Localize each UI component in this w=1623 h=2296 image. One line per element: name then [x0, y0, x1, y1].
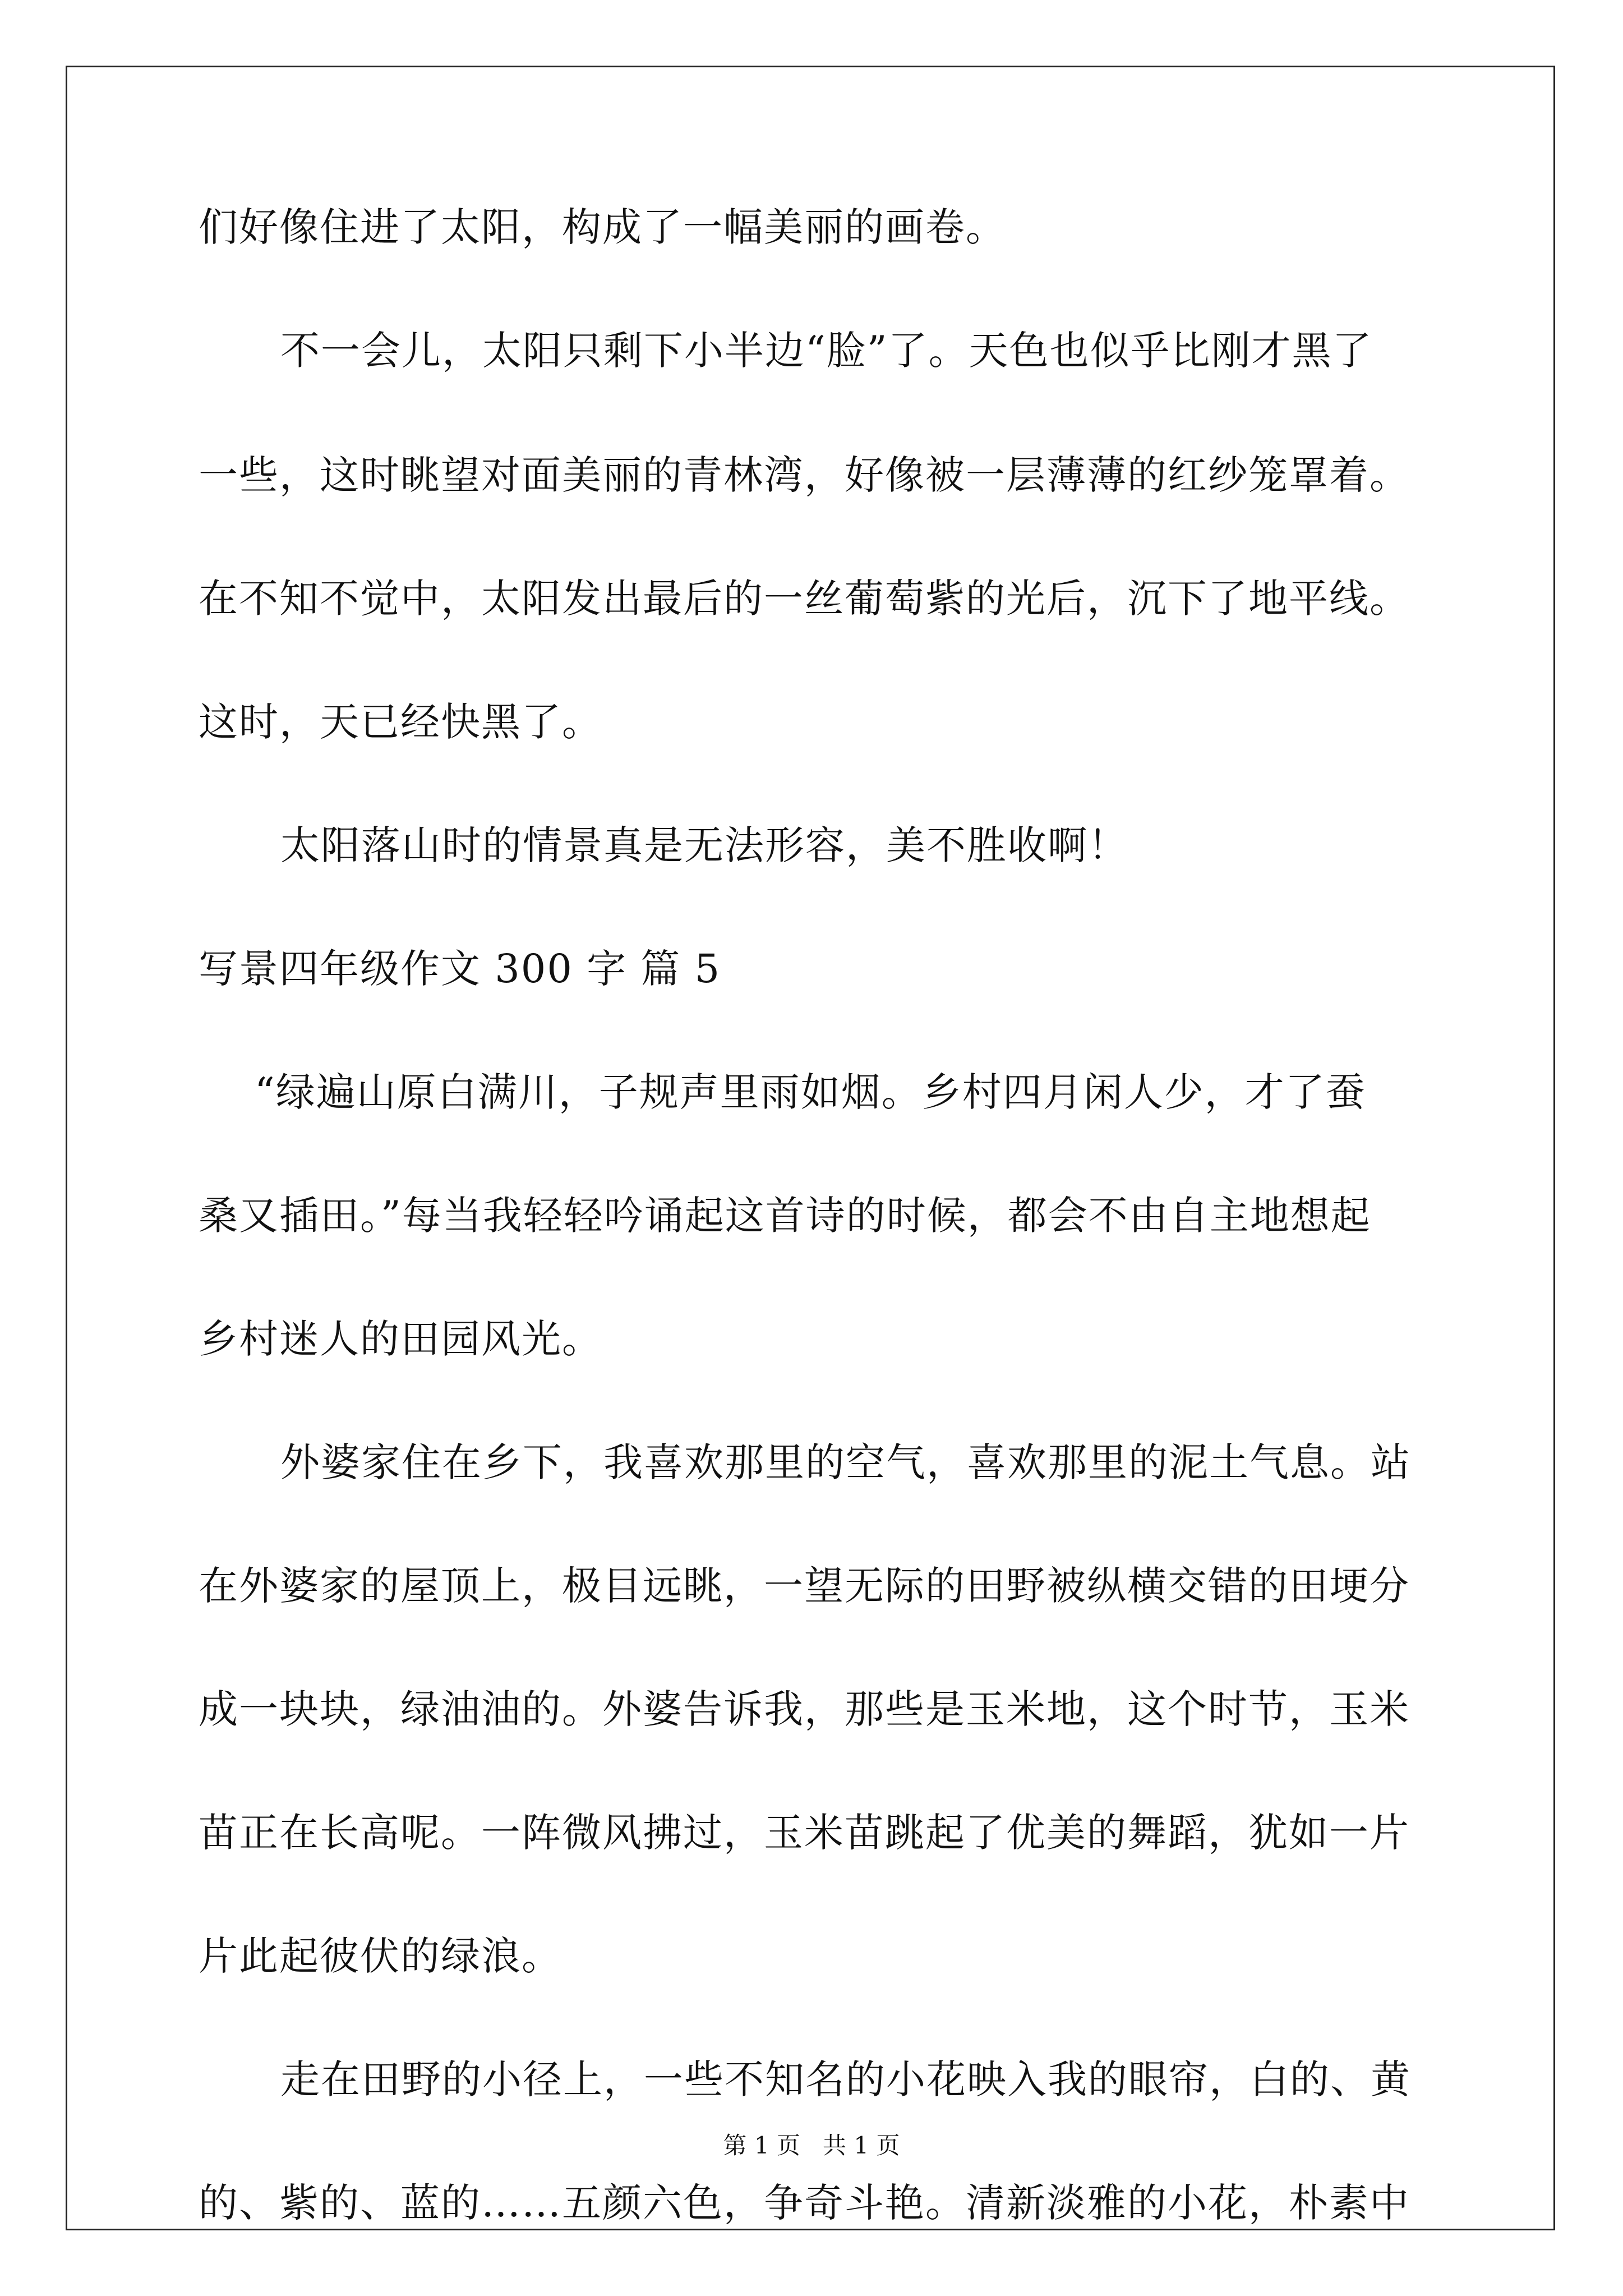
paragraph-first-line: 走在田野的小径上，一些不知名的小花映入我的眼帘，白的、黄 — [280, 2056, 1411, 2102]
paragraph-first-line: 外婆家住在乡下，我喜欢那里的空气，喜欢那里的泥土气息。站 — [280, 1439, 1411, 1485]
text-line: 苗正在长高呢。一阵微风拂过，玉米苗跳起了优美的舞蹈，犹如一片 — [199, 1810, 1410, 1856]
text-line: 片此起彼伏的绿浪。 — [199, 1933, 562, 1979]
text-line: 在外婆家的屋顶上，极目远眺，一望无际的田野被纵横交错的田埂分 — [199, 1563, 1410, 1609]
paragraph-first-line: 太阳落山时的情景真是无法形容，美不胜收啊！ — [280, 822, 1128, 868]
text-line: 乡村迷人的田园风光。 — [199, 1316, 602, 1362]
text-line: 这时，天已经快黑了。 — [199, 699, 602, 745]
text-line: 桑又插田。”每当我轻轻吟诵起这首诗的时候，都会不由自主地想起 — [199, 1193, 1371, 1239]
text-line: 的、紫的、蓝的……五颜六色，争奇斗艳。清新淡雅的小花，朴素中 — [199, 2180, 1410, 2226]
page-number-footer: 第 1 页 共 1 页 — [723, 2132, 900, 2159]
text-line: 们好像住进了太阳，构成了一幅美丽的画卷。 — [199, 204, 1006, 250]
paragraph-first-line: 不一会儿，太阳只剩下小半边“脸”了。天色也似乎比刚才黑了 — [280, 328, 1373, 374]
text-line: 在不知不觉中，太阳发出最后的一丝葡萄紫的光后，沉下了地平线。 — [199, 576, 1410, 622]
section-heading: 写景四年级作文 300 字 篇 5 — [199, 946, 721, 992]
text-line: 成一块块，绿油油的。外婆告诉我，那些是玉米地，这个时节，玉米 — [199, 1686, 1410, 1732]
text-line: 一些，这时眺望对面美丽的青林湾，好像被一层薄薄的红纱笼罩着。 — [199, 452, 1410, 498]
page-border — [66, 66, 1555, 2230]
paragraph-first-line: “绿遍山原白满川，子规声里雨如烟。乡村四月闲人少，才了蚕 — [255, 1069, 1366, 1115]
